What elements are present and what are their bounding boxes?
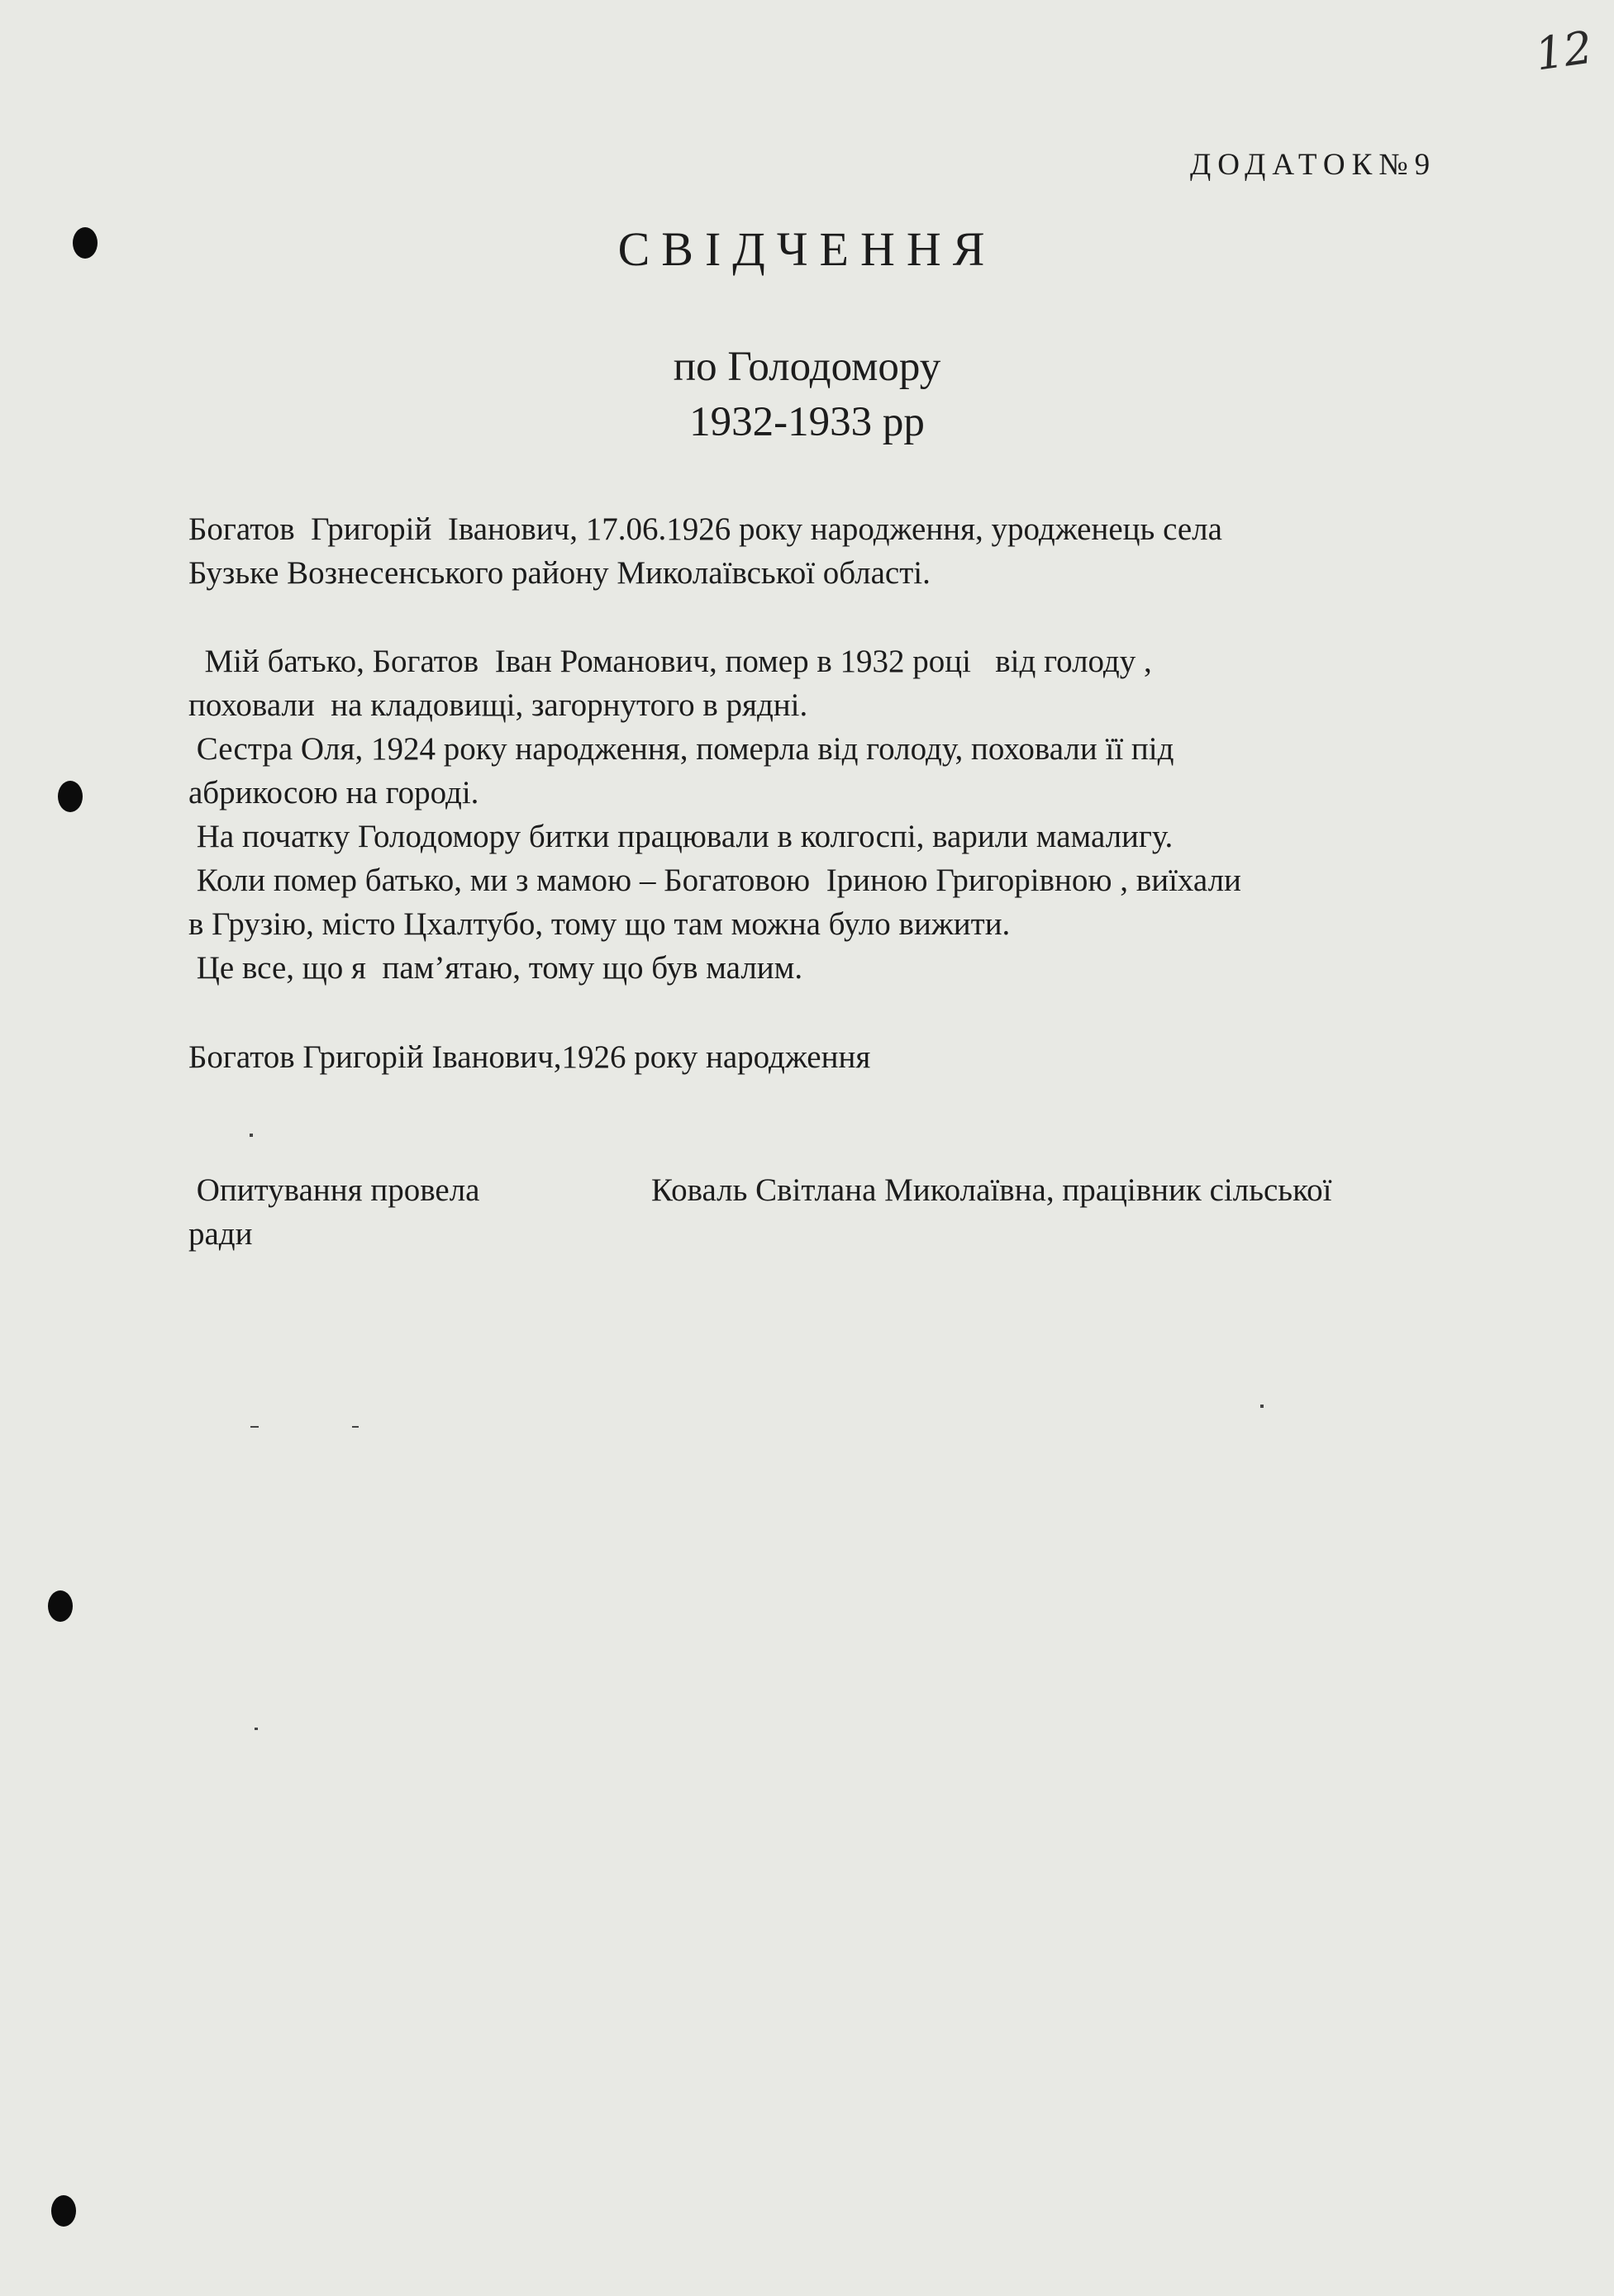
testimony-line: На початку Голодомору битки працювали в колгоспі, варили мамалигу.	[188, 819, 1174, 854]
interviewer-label: Опитування провела	[188, 1172, 480, 1208]
testimony-line: Мій батько, Богатов Іван Романович, помер в 1932 році від голоду ,	[188, 644, 1152, 679]
interviewer-name: Коваль Світлана Миколаївна, працівник сільської	[651, 1172, 1332, 1208]
punch-hole	[58, 781, 83, 812]
scan-speck	[352, 1426, 359, 1428]
testimony-line: в Грузію, місто Цхалтубо, тому що там можна було вижити.	[188, 906, 1011, 942]
subtitle-line: 1932-1933 рр	[689, 399, 925, 445]
scan-speck	[250, 1134, 253, 1137]
punch-hole	[51, 2195, 76, 2227]
subtitle-line: по Голодомору	[673, 344, 941, 390]
handwritten-page-number: 12	[1531, 21, 1596, 81]
testimony-line: Це все, що я пам’ятаю, тому що був малим.	[188, 950, 803, 986]
signature-line: Богатов Григорій Іванович,1926 року народження	[188, 1039, 871, 1075]
interviewer-continuation: ради	[188, 1216, 253, 1252]
scan-speck	[1260, 1405, 1264, 1408]
scan-speck	[255, 1728, 258, 1730]
testimony-line: поховали на кладовищі, загорнутого в рядні.	[188, 687, 808, 723]
punch-hole	[48, 1590, 73, 1622]
testimony-line: абрикосою на городі.	[188, 775, 479, 810]
testimony-line: Коли помер батько, ми з мамою – Богатовою Іриною Григорівною , виїхали	[188, 863, 1241, 898]
scan-speck	[250, 1426, 259, 1428]
testimony-line: Сестра Оля, 1924 року народження, померла від голоду, поховали її під	[188, 731, 1174, 767]
appendix-label: ДОДАТОК№9	[1190, 148, 1437, 182]
intro-line: Бузьке Вознесенського району Миколаївської області.	[188, 555, 931, 591]
document-title: СВІДЧЕННЯ	[617, 222, 997, 276]
intro-line: Богатов Григорій Іванович, 17.06.1926 року народження, уродженець села	[188, 511, 1222, 547]
